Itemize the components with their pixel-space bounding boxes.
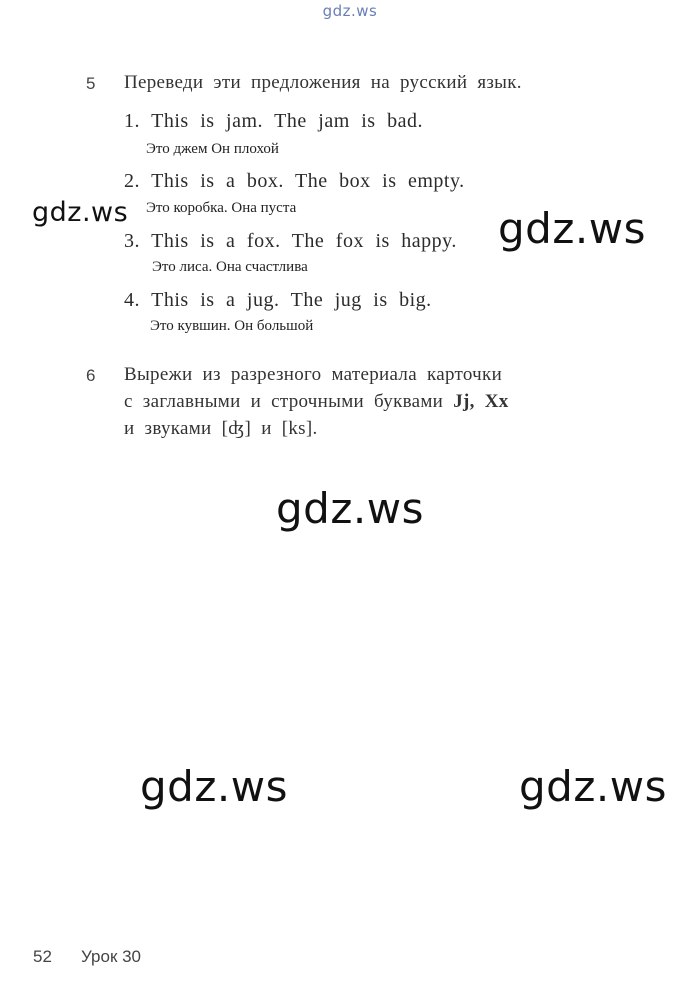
- exercise-6-number: 6: [86, 366, 96, 385]
- watermark-left: gdz.ws: [32, 197, 129, 228]
- exercise-6-line-2-text: с заглавными и строчными буквами: [124, 391, 444, 412]
- sentence-3: 3. This is a fox. The fox is happy.: [124, 230, 457, 252]
- watermark-center: gdz.ws: [276, 484, 424, 533]
- page-number: 52: [33, 947, 52, 966]
- translation-2: Это коробка. Она пуста: [146, 200, 297, 216]
- exercise-6-line-2: [124, 391, 509, 413]
- exercise-6-line-1: Вырежи из разрезного материала карточки: [124, 364, 503, 385]
- exercise-6-line-3: и звуками [ʤ] и [ks].: [124, 418, 318, 439]
- sentence-1: 1. This is jam. The jam is bad.: [124, 110, 423, 132]
- exercise-5-instruction: Переведи эти предложения на русский язык.: [124, 72, 522, 93]
- exercise-6-letters: Jj, Xx: [453, 391, 509, 412]
- top-watermark: gdz.ws: [322, 2, 378, 20]
- translation-4: Это кувшин. Он большой: [150, 318, 314, 334]
- translation-3: Это лиса. Она счастлива: [152, 259, 308, 275]
- watermark-right: gdz.ws: [498, 204, 646, 253]
- sentence-4: 4. This is a jug. The jug is big.: [124, 289, 432, 311]
- lesson-label: Урок 30: [81, 947, 142, 966]
- translation-1: Это джем Он плохой: [146, 141, 279, 157]
- watermark-bottom-right: gdz.ws: [519, 762, 667, 811]
- watermark-bottom-left: gdz.ws: [140, 762, 288, 811]
- exercise-5-number: 5: [86, 74, 96, 93]
- sentence-2: 2. This is a box. The box is empty.: [124, 170, 465, 192]
